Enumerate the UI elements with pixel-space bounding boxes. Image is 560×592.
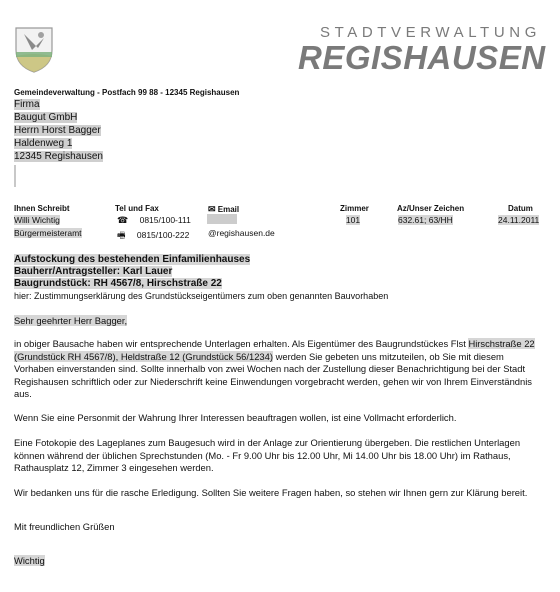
header-reference: Az/Unser Zeichen <box>397 204 465 213</box>
room-number: 101 <box>345 215 361 225</box>
body-paragraph-3: Eine Fotokopie des Lageplanes zum Baugesuch wird in der Anlage zur Orientierung übergeben. Die restlichen Unterlagen können während der üblichen Sprechstunden (Mo. - Fr 9.00 Uhr bis 12.00 Uhr, Mi 14.00 Uhr bis 18.00 Uhr) im Rathaus, Rathausplatz 12, Zimmer 3 eingesehen werden. <box>14 437 521 473</box>
body-paragraph-2: Wenn Sie eine Personmit der Wahrung Ihrer Interessen beauftragen wollen, ist eine Vollmacht erforderlich. <box>14 412 457 423</box>
recipient-line-1: Firma <box>14 99 40 110</box>
header-writer: Ihnen Schreibt <box>14 204 70 213</box>
email-domain: @regishausen.de <box>208 228 275 238</box>
property-reference-highlight: Hirschstraße 22 (Grundstück RH 4567/8), Heldstraße 12 (Grundstück 56/1234) <box>14 338 535 362</box>
salutation: Sehr geehrter Herr Bagger, <box>14 315 128 326</box>
recipient-line-4: Haldenweg 1 <box>14 138 73 149</box>
header-room: Zimmer <box>340 204 369 213</box>
address-field-marker <box>14 165 16 187</box>
header-email: ✉ Email <box>208 204 240 214</box>
fax-icon: 🖷 <box>117 230 126 240</box>
recipient-line-3: Herrn Horst Bagger <box>14 125 101 136</box>
writer-name: Willi Wichtig <box>14 215 60 225</box>
city-crest-logo <box>14 26 54 74</box>
reference-code: 632.61; 63/HH <box>398 215 453 225</box>
email-local-part-redacted <box>207 214 237 224</box>
subject-line-3: Baugrundstück: RH 4567/8, Hirschstraße 22 <box>14 278 222 289</box>
header-phone-fax: Tel und Fax <box>115 204 159 213</box>
recipient-line-2: Baugut GmbH <box>14 112 78 123</box>
subject-line-2: Bauherr/Antragsteller: Karl Lauer <box>14 266 173 277</box>
recipient-line-5: 12345 Regishausen <box>14 151 103 162</box>
closing-phrase: Mit freundlichen Grüßen <box>14 521 115 532</box>
letterhead-city-name: REGISHAUSEN <box>298 39 546 76</box>
letter-date: 24.11.2011 <box>498 215 540 225</box>
phone-number: ☎ 0815/100-111 <box>117 215 191 225</box>
signature-name: Wichtig <box>14 555 45 566</box>
phone-icon: ☎ <box>117 215 129 225</box>
fax-number: 🖷 0815/100-222 <box>117 228 189 244</box>
department-name: Bürgermeisteramt <box>14 228 82 238</box>
subject-regarding: hier: Zustimmungserklärung des Grundstückseigentümers zum oben genannten Bauvorhaben <box>14 291 389 301</box>
body-paragraph-4: Wir bedanken uns für die rasche Erledigung. Sollten Sie weitere Fragen haben, so stehen wir Ihnen gern zur Klärung bereit. <box>14 487 528 498</box>
body-paragraph-1: in obiger Bausache haben wir entsprechende Unterlagen erhalten. Als Eigentümer des Baugrundstückes Flst Hirschstraße 22 (Grundstück RH 4567/8), Heldstraße 12 (Grundstück 56/1234) werden Sie gebeten uns mitzuteilen, ob Sie mit diesem Vorhaben einverstanden sind. Sollte innerhalb von zwei Wochen nach der Zustellung dieser Benachrichtigung bei der Stadt Regishausen schriftlich oder zur Niederschrift keine Einwendungen vorgebracht werden, gehen wir von Ihrem Einverständnis aus. <box>14 338 535 399</box>
letterhead-top-line: STADTVERWALTUNG <box>320 24 541 41</box>
header-date: Datum <box>508 204 533 213</box>
subject-line-1: Aufstockung des bestehenden Einfamilienhauses <box>14 254 251 265</box>
sender-line: Gemeindeverwaltung - Postfach 99 88 - 12345 Regishausen <box>14 88 240 97</box>
envelope-icon: ✉ <box>208 204 216 214</box>
